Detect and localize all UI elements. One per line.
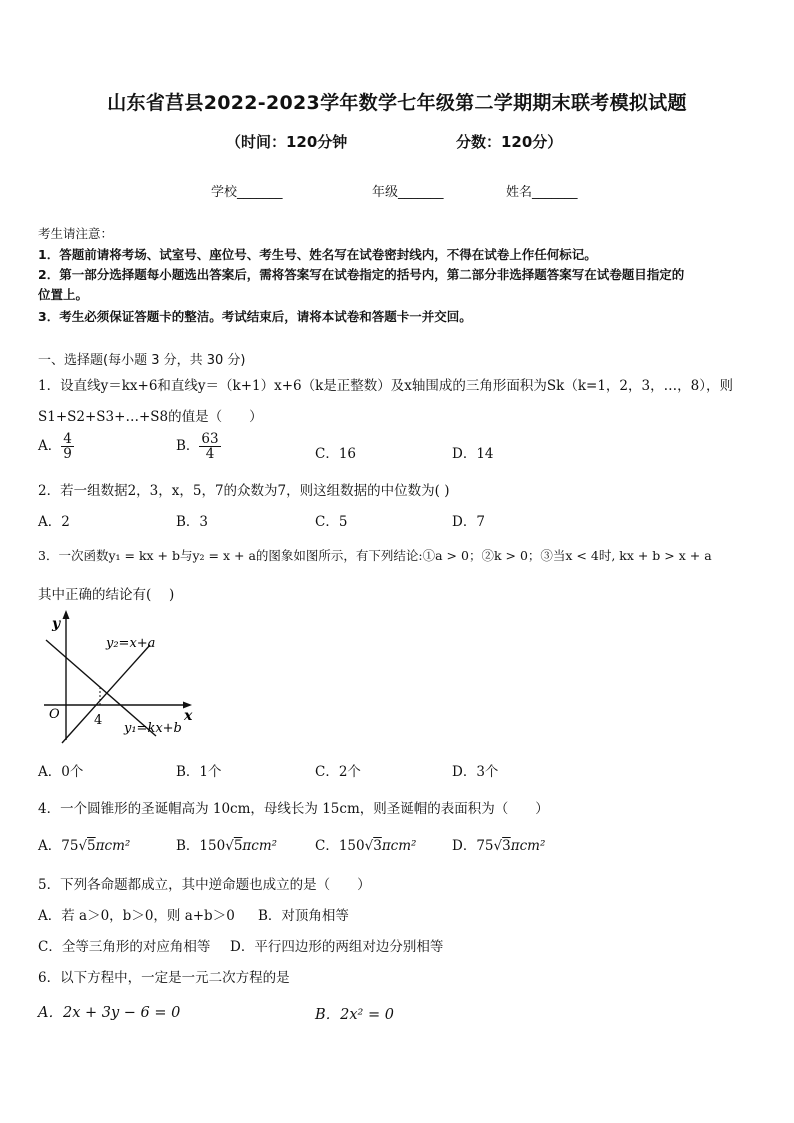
- exam-title: 山东省莒县2022-2023学年数学七年级第二学期期末联考模拟试题: [107, 92, 687, 114]
- question-3-option-c: C．2个: [315, 764, 361, 780]
- question-1-stem: 1．设直线y＝kx+6和直线y＝（k+1）x+6（k是正整数）及x轴围成的三角形面积为Sk（k=1，2，3，…，8），则: [38, 378, 733, 394]
- option-coefficient: C．150: [315, 838, 365, 854]
- sqrt-sign: √: [78, 838, 88, 854]
- sqrt-sign: √: [364, 838, 374, 854]
- tick-label-4: 4: [94, 713, 103, 728]
- question-4-option-b: [176, 834, 277, 854]
- sqrt-sign: √: [225, 838, 234, 854]
- question-3-stem: 3．一次函数y₁ = kx + b与y₂ = x + a的图象如图所示，有下列结论:①a > 0；②k > 0；③当x < 4时, kx + b > x + a: [38, 548, 712, 563]
- option-unit: πcm²: [242, 838, 278, 854]
- radicand: 3: [502, 838, 511, 854]
- question-1-option-a: [38, 432, 74, 461]
- option-unit: πcm²: [381, 838, 417, 854]
- radicand: 3: [373, 838, 382, 854]
- option-unit: πcm²: [95, 838, 131, 854]
- option-coefficient: D．75: [452, 838, 494, 854]
- fraction: [199, 432, 220, 461]
- question-4-option-d: [452, 834, 545, 854]
- question-1-option-c: C．16: [315, 446, 357, 462]
- question-3-option-b: B．1个: [176, 764, 222, 780]
- notice-item-1: 1．答题前请将考场、试室号、座位号、考生号、姓名写在试卷密封线内，不得在试卷上作任何标记。: [38, 247, 597, 262]
- option-coefficient: A．75: [38, 838, 79, 854]
- question-3-option-a: A．0个: [38, 764, 84, 780]
- school-field: 学校_______: [211, 185, 283, 200]
- grade-field: 年级_______: [372, 185, 444, 200]
- question-1-stem-2: S1+S2+S3+…+S8的值是（ ）: [38, 409, 263, 425]
- question-5-option-d: D．平行四边形的两组对边分别相等: [230, 939, 444, 955]
- notice-heading: 考生请注意：: [38, 226, 114, 241]
- question-2-option-b: B．3: [176, 514, 209, 530]
- option-label: A．: [38, 438, 62, 455]
- notice-item-2-cont: 位置上。: [38, 287, 89, 302]
- radicand: 5: [233, 838, 243, 854]
- name-field: 姓名_______: [506, 185, 578, 200]
- function-graph: [38, 608, 198, 748]
- notice-item-3: 3．考生必须保证答题卡的整洁。考试结束后，请将本试卷和答题卡一并交回。: [38, 309, 472, 324]
- question-5-option-c: C．全等三角形的对应角相等: [38, 939, 211, 955]
- line-y1-label: y₁=kx+b: [124, 721, 182, 736]
- question-3-stem-2: 其中正确的结论有( ): [38, 587, 175, 603]
- option-unit: πcm²: [510, 838, 546, 854]
- x-axis-label: x: [184, 708, 193, 724]
- line-y2-label: y₂=x+a: [106, 636, 156, 651]
- question-1-option-b: [176, 432, 221, 461]
- origin-label: O: [49, 707, 60, 722]
- exam-score: 分数：120分）: [456, 133, 563, 151]
- radicand: 5: [87, 838, 96, 854]
- y-axis-label: y: [52, 616, 61, 632]
- question-6-option-b: B．2x² = 0: [315, 1007, 394, 1023]
- exam-time: （时间：120分钟: [226, 133, 348, 151]
- question-2-stem: 2．若一组数据2，3，x，5，7的众数为7，则这组数据的中位数为( ): [38, 483, 450, 499]
- question-5-stem: 5．下列各命题都成立，其中逆命题也成立的是（ ）: [38, 877, 371, 893]
- question-6-stem: 6．以下方程中，一定是一元二次方程的是: [38, 970, 290, 986]
- notice-item-2: 2．第一部分选择题每小题选出答案后，需将答案写在试卷指定的括号内，第二部分非选择题答案写在试卷题目指定的: [38, 267, 685, 282]
- denominator: 4: [205, 446, 215, 463]
- sqrt-sign: √: [493, 838, 503, 854]
- question-4-stem: 4．一个圆锥形的圣诞帽高为 10cm，母线长为 15cm，则圣诞帽的表面积为（ ）: [38, 801, 549, 817]
- question-4-option-a: [38, 834, 130, 854]
- option-coefficient: B．150: [176, 838, 226, 854]
- question-2-option-c: C．5: [315, 514, 348, 530]
- fraction: [61, 432, 74, 461]
- option-label: B．: [176, 438, 200, 455]
- y-axis-arrow: [63, 610, 70, 619]
- question-2-option-d: D．7: [452, 514, 485, 530]
- section-heading: 一、选择题(每小题 3 分，共 30 分): [38, 353, 246, 368]
- question-6-option-a: A．2x + 3y − 6 = 0: [38, 1005, 181, 1021]
- question-3-option-d: D．3个: [452, 764, 499, 780]
- question-5-option-b: B．对顶角相等: [258, 908, 349, 924]
- question-4-option-c: [315, 834, 416, 854]
- question-1-option-d: D．14: [452, 446, 494, 462]
- question-2-option-a: A．2: [38, 514, 70, 530]
- numerator: 63: [201, 431, 219, 447]
- question-5-option-a: A．若 a＞0，b＞0，则 a+b＞0: [38, 908, 235, 924]
- denominator: 9: [63, 446, 72, 463]
- numerator: 4: [63, 431, 72, 447]
